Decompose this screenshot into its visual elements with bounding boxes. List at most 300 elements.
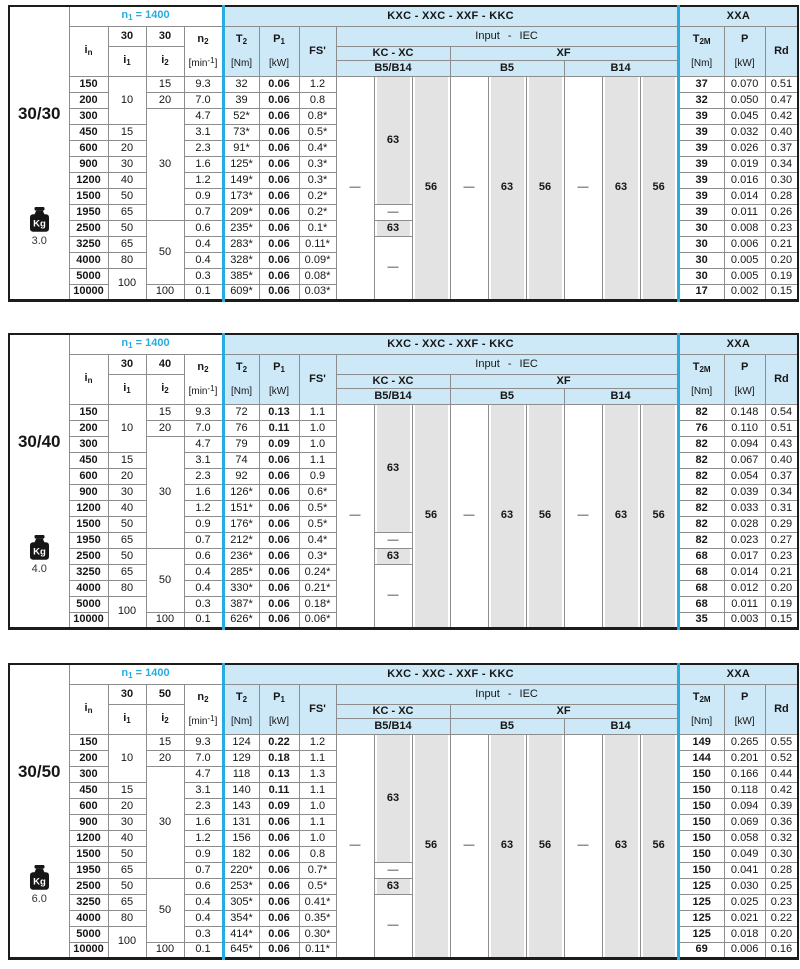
p1-value: 0.06 — [259, 124, 299, 140]
n2-value: 0.9 — [184, 516, 223, 532]
column-header-p1: $P_1$ [kW] — [259, 684, 299, 734]
i2-ratio-header: 50 — [146, 684, 184, 704]
p-value: 0.002 — [724, 284, 765, 300]
t2m-value: 30 — [678, 236, 724, 252]
iec-b5b14-cell: 63 — [374, 404, 412, 532]
fs-value: 0.03* — [299, 284, 336, 300]
t2m-value: 39 — [678, 188, 724, 204]
iec-cell: 56 — [640, 734, 678, 958]
p1-value: 0.06 — [259, 878, 299, 894]
kc-xc-header: KC - XC — [336, 46, 450, 60]
rd-value: 0.54 — [765, 404, 798, 420]
t2-value: 220* — [223, 862, 259, 878]
t2m-value: 39 — [678, 108, 724, 124]
i2-value: 100 — [146, 612, 184, 628]
p1-value: 0.06 — [259, 548, 299, 564]
t2m-value: 150 — [678, 766, 724, 782]
kc-xc-header: KC - XC — [336, 704, 450, 718]
column-header-in: $i_n$ — [69, 354, 108, 404]
i1-value: 20 — [108, 798, 146, 814]
t2-value: 305* — [223, 894, 259, 910]
t2m-value: 149 — [678, 734, 724, 750]
t2-value: 52* — [223, 108, 259, 124]
t2m-value: 150 — [678, 798, 724, 814]
data-row-1950 — [9, 862, 798, 878]
column-header-rd: Rd — [765, 26, 798, 76]
column-header-p: P [kW] — [724, 354, 765, 404]
t2-value: 182 — [223, 846, 259, 862]
p1-value: 0.18 — [259, 750, 299, 766]
in-value: 5000 — [69, 268, 108, 284]
p-value: 0.030 — [724, 878, 765, 894]
p1-value: 0.06 — [259, 268, 299, 284]
iec-cell: 63 — [602, 76, 640, 300]
t2-value: 626* — [223, 612, 259, 628]
p1-value: 0.06 — [259, 220, 299, 236]
in-value: 150 — [69, 76, 108, 92]
p1-value: 0.06 — [259, 452, 299, 468]
fs-value: 1.3 — [299, 766, 336, 782]
t2m-value: 125 — [678, 878, 724, 894]
i1-value: 20 — [108, 140, 146, 156]
t2-value: 156 — [223, 830, 259, 846]
p-value: 0.067 — [724, 452, 765, 468]
column-header-rd: Rd — [765, 354, 798, 404]
i2-value: 100 — [146, 284, 184, 300]
t2-value: 414* — [223, 926, 259, 942]
t2m-value: 82 — [678, 436, 724, 452]
column-header-fs: FS' — [299, 354, 336, 404]
xxa-header: XXA — [678, 664, 798, 684]
t2m-value: 82 — [678, 500, 724, 516]
p1-value: 0.11 — [259, 782, 299, 798]
t2m-value: 82 — [678, 532, 724, 548]
fs-value: 0.5* — [299, 878, 336, 894]
in-value: 450 — [69, 452, 108, 468]
n2-value: 7.0 — [184, 750, 223, 766]
kg-weight-glyph — [28, 535, 51, 560]
i1-value: 65 — [108, 236, 146, 252]
column-header-t2m: $T_{2M}$ [Nm] — [678, 26, 724, 76]
kg-weight-glyph — [28, 865, 51, 890]
fs-value: 1.1 — [299, 750, 336, 766]
n2-value: 2.3 — [184, 140, 223, 156]
column-header-p: P [kW] — [724, 684, 765, 734]
fs-value: 0.35* — [299, 910, 336, 926]
t2-value: 645* — [223, 942, 259, 958]
fs-value: 0.7* — [299, 862, 336, 878]
rd-value: 0.15 — [765, 284, 798, 300]
data-row-3250 — [9, 564, 798, 580]
i1-value: 65 — [108, 564, 146, 580]
t2-value: 328* — [223, 252, 259, 268]
column-header-i1: $i_1$ — [108, 46, 146, 76]
column-header-i2: $i_2$ — [146, 704, 184, 734]
p1-value: 0.13 — [259, 766, 299, 782]
p1-value: 0.22 — [259, 734, 299, 750]
fs-value: 0.6* — [299, 484, 336, 500]
t2m-value: 68 — [678, 580, 724, 596]
in-value: 1950 — [69, 862, 108, 878]
i1-value: 20 — [108, 468, 146, 484]
rd-value: 0.20 — [765, 580, 798, 596]
in-value: 150 — [69, 404, 108, 420]
p-value: 0.006 — [724, 942, 765, 958]
gear-table-30-50 — [8, 663, 799, 960]
t2m-value: 82 — [678, 404, 724, 420]
n2-value: 0.7 — [184, 532, 223, 548]
iec-cell: 56 — [640, 76, 678, 300]
i2-value: 50 — [146, 548, 184, 612]
data-row-150 — [9, 76, 798, 92]
b14-header: B14 — [564, 60, 678, 76]
in-value: 300 — [69, 108, 108, 124]
n2-value: 1.2 — [184, 500, 223, 516]
i1-value: 40 — [108, 830, 146, 846]
iec-cell: 63 — [602, 404, 640, 628]
rd-value: 0.34 — [765, 484, 798, 500]
i2-value: 20 — [146, 420, 184, 436]
p1-value: 0.06 — [259, 942, 299, 958]
iec-cell: — — [564, 76, 602, 300]
column-header-p1: $P_1$ [kW] — [259, 354, 299, 404]
t2m-value: 39 — [678, 172, 724, 188]
i2-value: 30 — [146, 436, 184, 548]
p1-value: 0.06 — [259, 108, 299, 124]
p-value: 0.148 — [724, 404, 765, 420]
spec-table — [8, 333, 799, 630]
fs-value: 0.2* — [299, 204, 336, 220]
p-value: 0.166 — [724, 766, 765, 782]
iec-b5b14-cell: — — [374, 204, 412, 220]
b5-header: B5 — [450, 388, 564, 404]
n2-value: 0.4 — [184, 564, 223, 580]
fs-value: 0.4* — [299, 140, 336, 156]
i1-value: 40 — [108, 172, 146, 188]
p1-value: 0.06 — [259, 814, 299, 830]
header-row-columns — [9, 354, 798, 374]
n2-value: 3.1 — [184, 452, 223, 468]
i2-value: 50 — [146, 878, 184, 942]
in-value: 1500 — [69, 188, 108, 204]
p1-value: 0.06 — [259, 140, 299, 156]
xf-header: XF — [450, 46, 678, 60]
n2-value: 0.4 — [184, 236, 223, 252]
iec-b5b14-cell: 63 — [374, 76, 412, 204]
iec-cell: — — [564, 404, 602, 628]
i1-value: 30 — [108, 484, 146, 500]
fs-value: 0.2* — [299, 188, 336, 204]
t2-value: 76 — [223, 420, 259, 436]
rd-value: 0.39 — [765, 798, 798, 814]
header-row-columns — [9, 684, 798, 704]
t2-value: 283* — [223, 236, 259, 252]
in-value: 2500 — [69, 548, 108, 564]
rd-value: 0.21 — [765, 564, 798, 580]
weight-value: 4.0 — [31, 563, 47, 575]
t2m-value: 30 — [678, 268, 724, 284]
rd-value: 0.25 — [765, 878, 798, 894]
iec-b5b14-cell: — — [374, 236, 412, 300]
in-value: 4000 — [69, 252, 108, 268]
p1-value: 0.06 — [259, 172, 299, 188]
p-value: 0.011 — [724, 596, 765, 612]
series-header: KXC - XXC - XXF - KKC — [223, 664, 678, 684]
column-header-i1: $i_1$ — [108, 374, 146, 404]
p-value: 0.017 — [724, 548, 765, 564]
column-header-t2: $T_2$ [Nm] — [223, 354, 259, 404]
n1-speed-header: $n_1 = 1400$ — [69, 6, 223, 26]
p1-value: 0.06 — [259, 76, 299, 92]
iec-cell: 63 — [488, 404, 526, 628]
column-header-t2m: $T_{2M}$ [Nm] — [678, 354, 724, 404]
fs-value: 0.1* — [299, 220, 336, 236]
rd-value: 0.23 — [765, 894, 798, 910]
iec-cell: — — [336, 404, 374, 628]
fs-value: 0.8 — [299, 92, 336, 108]
i1-ratio-header: 30 — [108, 684, 146, 704]
i1-value: 10 — [108, 404, 146, 452]
header-row-series — [9, 664, 798, 684]
p1-value: 0.06 — [259, 500, 299, 516]
p-value: 0.005 — [724, 252, 765, 268]
fs-value: 0.18* — [299, 596, 336, 612]
iec-b5b14-cell: 63 — [374, 734, 412, 862]
fs-value: 0.24* — [299, 564, 336, 580]
p-value: 0.005 — [724, 268, 765, 284]
header-row-series — [9, 6, 798, 26]
p-value: 0.023 — [724, 532, 765, 548]
fs-value: 1.1 — [299, 814, 336, 830]
rd-value: 0.43 — [765, 436, 798, 452]
i1-value: 65 — [108, 532, 146, 548]
p-value: 0.054 — [724, 468, 765, 484]
header-row-columns — [9, 26, 798, 46]
fs-value: 0.9 — [299, 468, 336, 484]
p1-value: 0.06 — [259, 516, 299, 532]
rd-value: 0.47 — [765, 92, 798, 108]
p-value: 0.021 — [724, 910, 765, 926]
fs-value: 0.41* — [299, 894, 336, 910]
rd-value: 0.40 — [765, 124, 798, 140]
column-header-p1: $P_1$ [kW] — [259, 26, 299, 76]
i1-value: 65 — [108, 862, 146, 878]
iec-b5b14-cell: 63 — [374, 548, 412, 564]
n2-value: 0.4 — [184, 894, 223, 910]
t2-value: 212* — [223, 532, 259, 548]
svg-text:Kg: Kg — [32, 218, 46, 230]
data-row-1950 — [9, 204, 798, 220]
in-value: 4000 — [69, 910, 108, 926]
rd-value: 0.28 — [765, 862, 798, 878]
b14-header: B14 — [564, 718, 678, 734]
fs-value: 0.8* — [299, 108, 336, 124]
t2-value: 235* — [223, 220, 259, 236]
fs-value: 1.1 — [299, 782, 336, 798]
in-value: 150 — [69, 734, 108, 750]
rd-value: 0.37 — [765, 468, 798, 484]
p1-value: 0.06 — [259, 284, 299, 300]
in-value: 900 — [69, 484, 108, 500]
p-value: 0.028 — [724, 516, 765, 532]
fs-value: 0.5* — [299, 124, 336, 140]
t2-value: 92 — [223, 468, 259, 484]
iec-cell: — — [336, 76, 374, 300]
iec-cell: — — [450, 404, 488, 628]
t2m-value: 76 — [678, 420, 724, 436]
p-value: 0.049 — [724, 846, 765, 862]
t2-value: 39 — [223, 92, 259, 108]
p1-value: 0.06 — [259, 484, 299, 500]
i1-value: 50 — [108, 516, 146, 532]
n2-value: 0.3 — [184, 596, 223, 612]
i1-value: 100 — [108, 596, 146, 628]
i1-value: 80 — [108, 252, 146, 268]
column-header-t2: $T_2$ [Nm] — [223, 684, 259, 734]
input-iec-header: Input - IEC — [336, 354, 678, 374]
b5-header: B5 — [450, 718, 564, 734]
t2m-value: 35 — [678, 612, 724, 628]
fs-value: 0.06* — [299, 612, 336, 628]
t2-value: 140 — [223, 782, 259, 798]
rd-value: 0.31 — [765, 500, 798, 516]
column-header-in: $i_n$ — [69, 684, 108, 734]
t2-value: 149* — [223, 172, 259, 188]
spec-table — [8, 5, 799, 302]
fs-value: 0.11* — [299, 236, 336, 252]
in-value: 5000 — [69, 596, 108, 612]
t2-value: 385* — [223, 268, 259, 284]
iec-b5b14-cell: — — [374, 564, 412, 628]
data-row-150 — [9, 734, 798, 750]
rd-value: 0.29 — [765, 516, 798, 532]
t2-value: 125* — [223, 156, 259, 172]
i2-value: 50 — [146, 220, 184, 284]
p-value: 0.201 — [724, 750, 765, 766]
rd-value: 0.37 — [765, 140, 798, 156]
column-header-t2m: $T_{2M}$ [Nm] — [678, 684, 724, 734]
p-value: 0.006 — [724, 236, 765, 252]
column-header-n2: $n_2$ $[\min^{-1}]$ — [184, 684, 223, 734]
fs-value: 1.2 — [299, 734, 336, 750]
fs-value: 0.5* — [299, 516, 336, 532]
p-value: 0.011 — [724, 204, 765, 220]
t2-value: 236* — [223, 548, 259, 564]
i2-value: 15 — [146, 404, 184, 420]
p1-value: 0.06 — [259, 468, 299, 484]
in-value: 900 — [69, 814, 108, 830]
t2m-value: 39 — [678, 140, 724, 156]
t2-value: 151* — [223, 500, 259, 516]
data-row-2500 — [9, 548, 798, 564]
column-header-n2: $n_2$ $[\min^{-1}]$ — [184, 26, 223, 76]
p-value: 0.265 — [724, 734, 765, 750]
n2-value: 0.6 — [184, 220, 223, 236]
p1-value: 0.06 — [259, 564, 299, 580]
b5-b14-header: B5/B14 — [336, 718, 450, 734]
iec-cell: 56 — [526, 404, 564, 628]
rd-value: 0.32 — [765, 830, 798, 846]
p-value: 0.033 — [724, 500, 765, 516]
p1-value: 0.06 — [259, 236, 299, 252]
p-value: 0.070 — [724, 76, 765, 92]
t2-value: 32 — [223, 76, 259, 92]
fs-value: 1.0 — [299, 436, 336, 452]
iec-b5b14-cell: 63 — [374, 878, 412, 894]
fs-value: 0.08* — [299, 268, 336, 284]
iec-cell: — — [450, 734, 488, 958]
iec-cell: 56 — [640, 404, 678, 628]
i1-value: 50 — [108, 878, 146, 894]
p-value: 0.110 — [724, 420, 765, 436]
rd-value: 0.19 — [765, 596, 798, 612]
in-value: 450 — [69, 782, 108, 798]
b14-header: B14 — [564, 388, 678, 404]
column-header-i2: $i_2$ — [146, 46, 184, 76]
kg-weight-icon — [10, 535, 69, 560]
n2-value: 9.3 — [184, 404, 223, 420]
t2m-value: 82 — [678, 484, 724, 500]
t2-value: 91* — [223, 140, 259, 156]
iec-cell: 63 — [488, 76, 526, 300]
i2-value: 20 — [146, 750, 184, 766]
p1-value: 0.06 — [259, 252, 299, 268]
t2-value: 74 — [223, 452, 259, 468]
in-value: 1200 — [69, 830, 108, 846]
rd-value: 0.23 — [765, 220, 798, 236]
t2m-value: 144 — [678, 750, 724, 766]
n2-value: 4.7 — [184, 108, 223, 124]
p1-value: 0.06 — [259, 862, 299, 878]
xf-header: XF — [450, 704, 678, 718]
i1-value: 80 — [108, 910, 146, 926]
p1-value: 0.13 — [259, 404, 299, 420]
in-value: 5000 — [69, 926, 108, 942]
t2m-value: 125 — [678, 926, 724, 942]
iec-cell: 63 — [488, 734, 526, 958]
p-value: 0.058 — [724, 830, 765, 846]
t2-value: 72 — [223, 404, 259, 420]
p1-value: 0.06 — [259, 926, 299, 942]
rd-value: 0.20 — [765, 926, 798, 942]
in-value: 10000 — [69, 942, 108, 958]
t2m-value: 125 — [678, 910, 724, 926]
t2m-value: 150 — [678, 814, 724, 830]
in-value: 1200 — [69, 500, 108, 516]
n2-value: 1.6 — [184, 484, 223, 500]
model-label: 30/40 — [17, 432, 61, 451]
i2-value: 15 — [146, 76, 184, 92]
weight-value: 6.0 — [31, 893, 47, 905]
p-value: 0.050 — [724, 92, 765, 108]
n2-value: 4.7 — [184, 436, 223, 452]
rd-value: 0.26 — [765, 204, 798, 220]
in-value: 600 — [69, 798, 108, 814]
n2-value: 0.4 — [184, 910, 223, 926]
p-value: 0.025 — [724, 894, 765, 910]
t2m-value: 82 — [678, 452, 724, 468]
iec-b5b14-cell: — — [374, 862, 412, 878]
p-value: 0.032 — [724, 124, 765, 140]
input-iec-header: Input - IEC — [336, 26, 678, 46]
t2m-value: 37 — [678, 76, 724, 92]
rd-value: 0.42 — [765, 108, 798, 124]
data-row-150 — [9, 404, 798, 420]
p-value: 0.014 — [724, 188, 765, 204]
column-header-i2: $i_2$ — [146, 374, 184, 404]
in-value: 1500 — [69, 846, 108, 862]
rd-value: 0.23 — [765, 548, 798, 564]
